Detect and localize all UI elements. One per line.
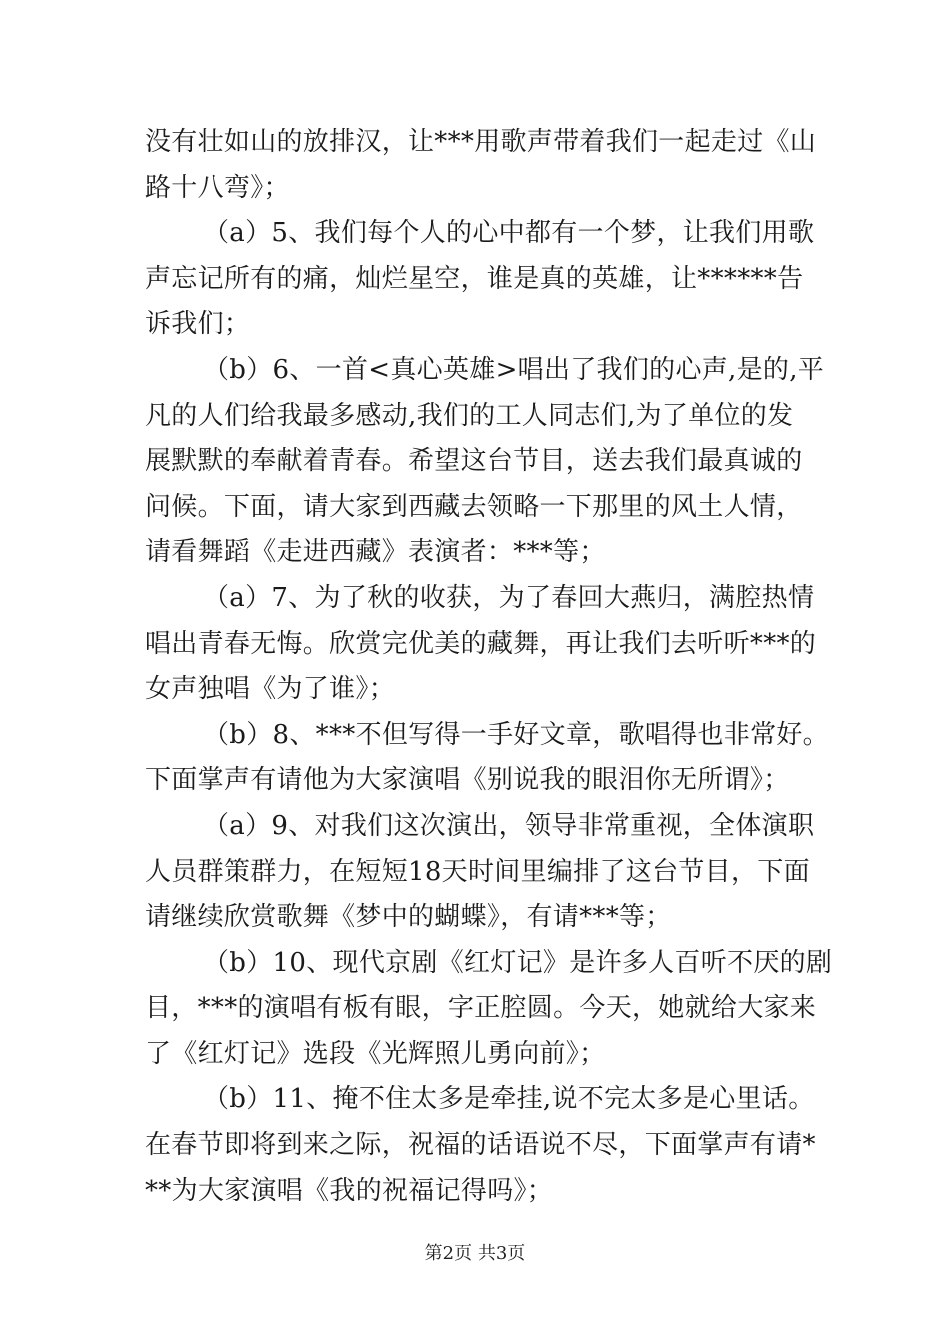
- paragraph-start-line: （b）10、现代京剧《红灯记》是许多人百听不厌的剧: [203, 947, 833, 978]
- text-line: 展默默的奉献着青春。希望这台节目，送去我们最真诚的: [145, 446, 803, 477]
- text-line: 了《红灯记》选段《光辉照儿勇向前》；: [145, 1038, 606, 1069]
- paragraph-start-line: （b）6、一首<真心英雄>唱出了我们的心声,是的,平: [203, 354, 825, 385]
- text-line: 在春节即将到来之际，祝福的话语说不尽，下面掌声有请*: [145, 1130, 816, 1161]
- text-line: 唱出青春无悔。欣赏完优美的藏舞，再让我们去听听***的: [145, 628, 817, 659]
- text-line: 下面掌声有请他为大家演唱《别说我的眼泪你无所谓》；: [145, 765, 790, 796]
- paragraph-start-line: （a）7、为了秋的收获，为了春回大燕归，满腔热情: [203, 582, 815, 613]
- text-line: 女声独唱《为了谁》；: [145, 674, 396, 705]
- paragraph-start-line: （b）11、掩不住太多是牵挂,说不完太多是心里话。: [203, 1084, 815, 1115]
- text-line: 声忘记所有的痛，灿烂星空，谁是真的英雄，让******告: [145, 263, 804, 294]
- text-line: 凡的人们给我最多感动,我们的工人同志们,为了单位的发: [145, 400, 794, 431]
- text-line: **为大家演唱《我的祝福记得吗》；: [145, 1175, 554, 1206]
- paragraph-start-line: （b）8、***不但写得一手好文章，歌唱得也非常好。: [203, 719, 829, 750]
- text-line: 诉我们；: [145, 309, 251, 340]
- text-line: 没有壮如山的放排汉，让***用歌声带着我们一起走过《山: [145, 127, 817, 157]
- text-line: 人员群策群力，在短短18天时间里编排了这台节目，下面: [145, 856, 810, 887]
- text-line: 请继续欣赏歌舞《梦中的蝴蝶》，有请***等；: [145, 902, 672, 933]
- paragraph-start-line: （a）9、对我们这次演出，领导非常重视，全体演职: [203, 810, 815, 841]
- paragraph-start-line: （a）5、我们每个人的心中都有一个梦，让我们用歌: [203, 218, 815, 249]
- text-line: 问候。下面，请大家到西藏去领略一下那里的风土人情，: [145, 491, 803, 522]
- page-number-footer: 第2页 共3页: [424, 1243, 526, 1264]
- text-line: 路十八弯》；: [145, 172, 290, 203]
- document-body: [145, 120, 833, 1214]
- text-line: 目，***的演唱有板有眼，字正腔圆。今天，她就给大家来: [145, 993, 817, 1024]
- text-line: 请看舞蹈《走进西藏》表演者：***等；: [145, 537, 606, 568]
